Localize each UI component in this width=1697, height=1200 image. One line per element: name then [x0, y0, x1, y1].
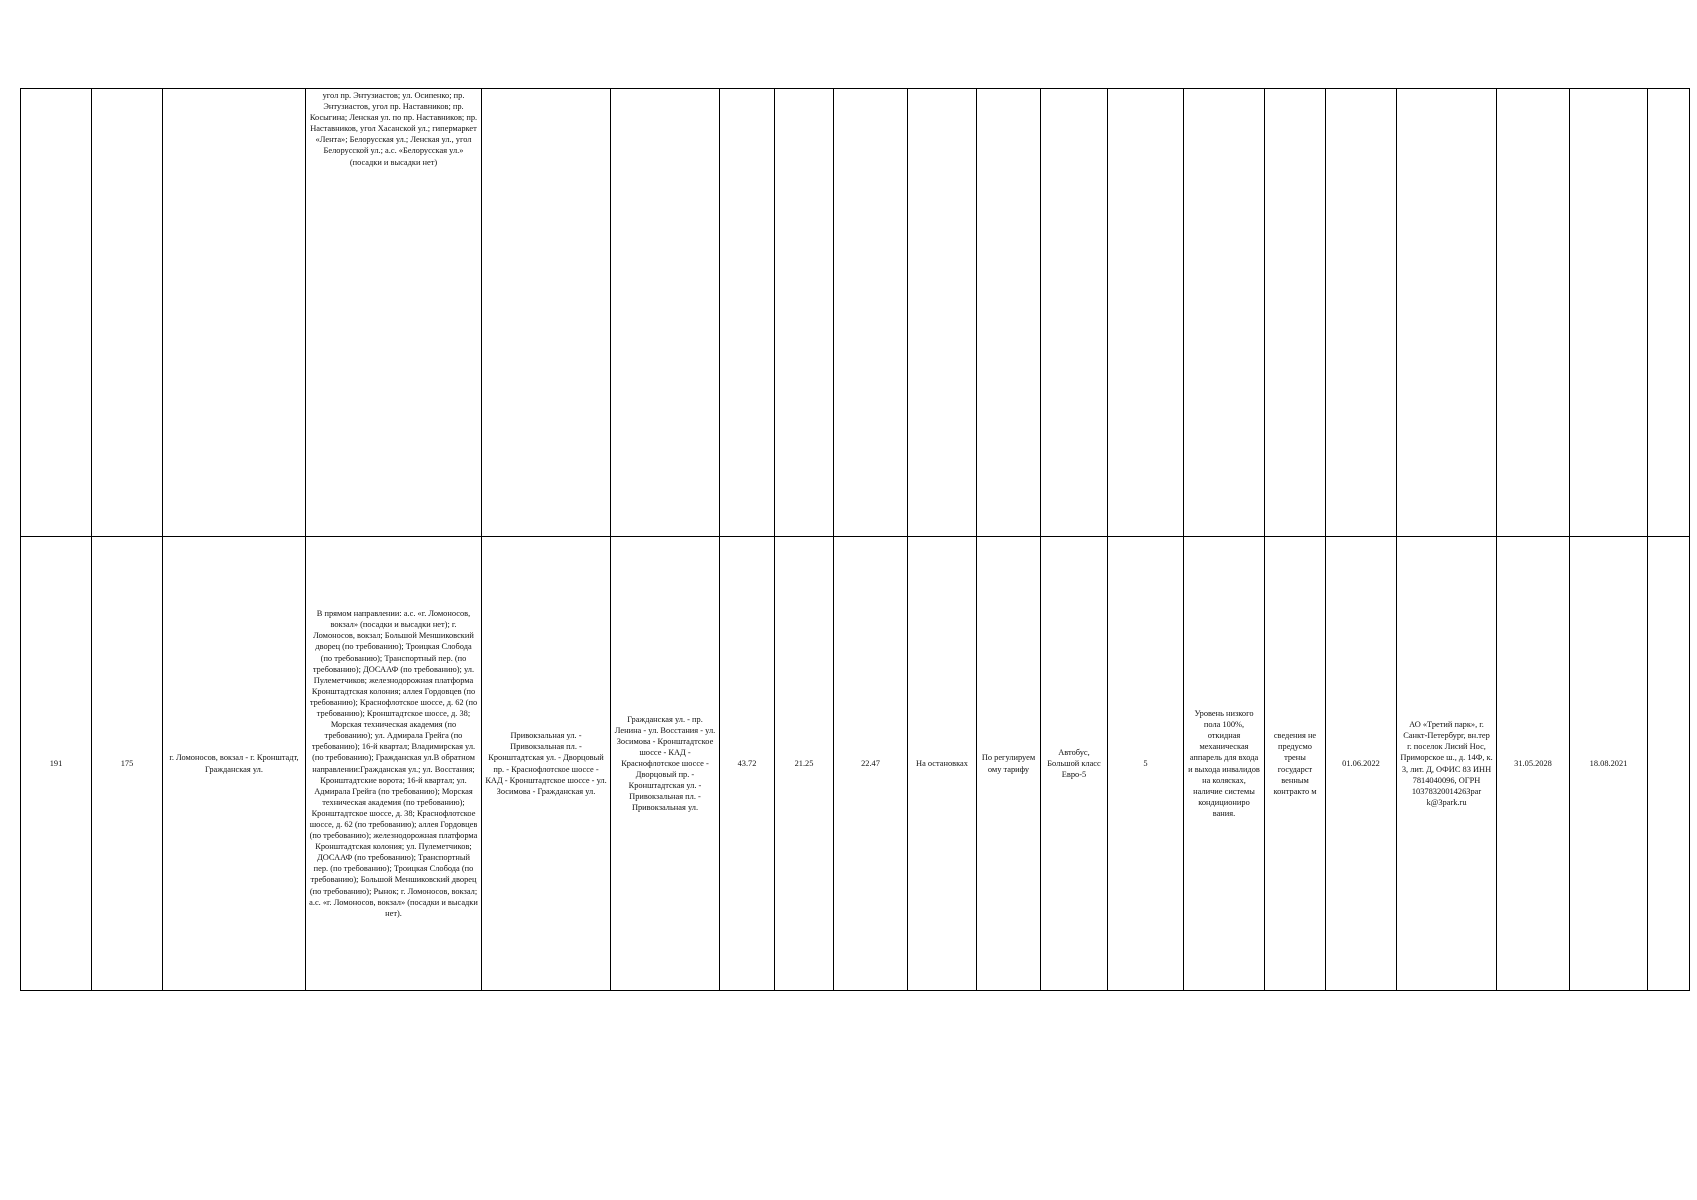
cell-issue-date — [1570, 89, 1648, 537]
cell-vehicle-type — [1041, 89, 1108, 537]
cell-streets-backward — [611, 89, 720, 537]
cell-end-date: 31.05.2028 — [1497, 537, 1570, 991]
cell-length-backward — [834, 89, 908, 537]
cell-vehicle-count — [1108, 89, 1184, 537]
route-registry-table — [20, 88, 1690, 991]
cell-route-name: г. Ломоносов, вокзал - г. Кронштадт, Гражданская ул. — [163, 537, 306, 991]
cell-route-name — [163, 89, 306, 537]
cell-tariff: По регулируем ому тарифу — [977, 537, 1041, 991]
table-row — [21, 537, 1690, 991]
cell-length-backward: 22.47 — [834, 537, 908, 991]
cell-end-date — [1497, 89, 1570, 537]
cell-length-forward — [775, 89, 834, 537]
cell-streets-backward: Гражданская ул. - пр. Ленина - ул. Восстания - ул. Зосимова - Кронштадтское шоссе - КАД - Краснофлотское шоссе - Дворцовый пр. - Кронштадтская ул. - Привокзальная пл. - Привокзальная ул. — [611, 537, 720, 991]
cell-start-date: 01.06.2022 — [1326, 537, 1397, 991]
cell-extra — [1648, 89, 1690, 537]
cell-tariff — [977, 89, 1041, 537]
cell-stop-procedure: На остановках — [908, 537, 977, 991]
table-row — [21, 89, 1690, 537]
cell-vehicle-specs — [1184, 89, 1265, 537]
cell-length-total — [720, 89, 775, 537]
cell-reg-number — [21, 89, 92, 537]
cell-vehicle-type: Автобус, Большой класс Евро-5 — [1041, 537, 1108, 991]
cell-streets-forward — [482, 89, 611, 537]
cell-start-date — [1326, 89, 1397, 537]
cell-reg-number: 191 — [21, 537, 92, 991]
cell-streets-forward: Привокзальная ул. - Привокзальная пл. - Кронштадтская ул. - Дворцовый пр. - Краснофлотское шоссе - КАД - Кронштадтское шоссе - ул. Зосимова - Гражданская ул. — [482, 537, 611, 991]
cell-vehicle-specs: Уровень низкого пола 100%, откидная механическая аппарель для входа и выхода инвалидов на колясках, наличие системы кондициониро вания. — [1184, 537, 1265, 991]
cell-extra — [1648, 537, 1690, 991]
cell-stops: В прямом направлении: а.с. «г. Ломоносов, вокзал» (посадки и высадки нет); г. Ломоносов, вокзал; Большой Меншиковский дворец (по требованию); Троицкая Слобода (по требованию); Транспортный пер. (по требованию); ДОСААФ (по требованию); ул. Пулеметчиков; железнодорожная платформа Кронштадтская колония; аллея Гордовцев (по требованию); Краснофлотское шоссе, д. 62 (по требованию); Кронштадтское шоссе, д. 38; Морская техническая академия (по требованию); ул. Адмирала Грейга (по требованию); 16-й квартал; Владимирская ул. (по требованию); Гражданская ул.В обратном направлении:Гражданская ул.; ул. Восстания; Кронштадтские ворота; 16-й квартал; ул. Адмирала Грейга (по требованию); Морская техническая академия (по требованию); Кронштадтское шоссе, д. 38; Краснофлотское шоссе, д. 62 (по требованию); аллея Гордовцев (по требованию); железнодорожная платформа Кронштадтская колония; ул. Пулеметчиков; ДОСААФ (по требованию); Транспортный пер. (по требованию); Троицкая Слобода (по требованию); Большой Меншиковский дворец (по требованию); Рынок; г. Ломоносов, вокзал; а.с. «г. Ломоносов, вокзал» (посадки и высадки нет). — [306, 537, 482, 991]
cell-carrier — [1397, 89, 1497, 537]
cell-carrier: АО «Третий парк», г. Санкт-Петербург, вн.тер г. поселок Лисий Нос, Приморское ш., д. 14Ф, к. 3, лит. Д, ОФИС 83 ИНН 7814040096, ОГРН 1037832001426Зpar k@3park.ru — [1397, 537, 1497, 991]
cell-route-number — [92, 89, 163, 537]
cell-issue-date: 18.08.2021 — [1570, 537, 1648, 991]
cell-contract-info: сведения не предусмо трены государст венным контракто м — [1265, 537, 1326, 991]
cell-stop-procedure — [908, 89, 977, 537]
cell-length-total: 43.72 — [720, 537, 775, 991]
cell-length-forward: 21.25 — [775, 537, 834, 991]
cell-stops: угол пр. Энтузиастов; ул. Осипенко; пр. Энтузиастов, угол пр. Наставников; пр. Косыгина; Ленская ул. по пр. Наставников; пр. Наставников, угол Хасанской ул.; гипермаркет «Лента»; Белорусская ул.; Ленская ул., угол Белорусской ул.; а.с. «Белорусская ул.» (посадки и высадки нет) — [306, 89, 482, 537]
cell-vehicle-count: 5 — [1108, 537, 1184, 991]
cell-contract-info — [1265, 89, 1326, 537]
cell-route-number: 175 — [92, 537, 163, 991]
